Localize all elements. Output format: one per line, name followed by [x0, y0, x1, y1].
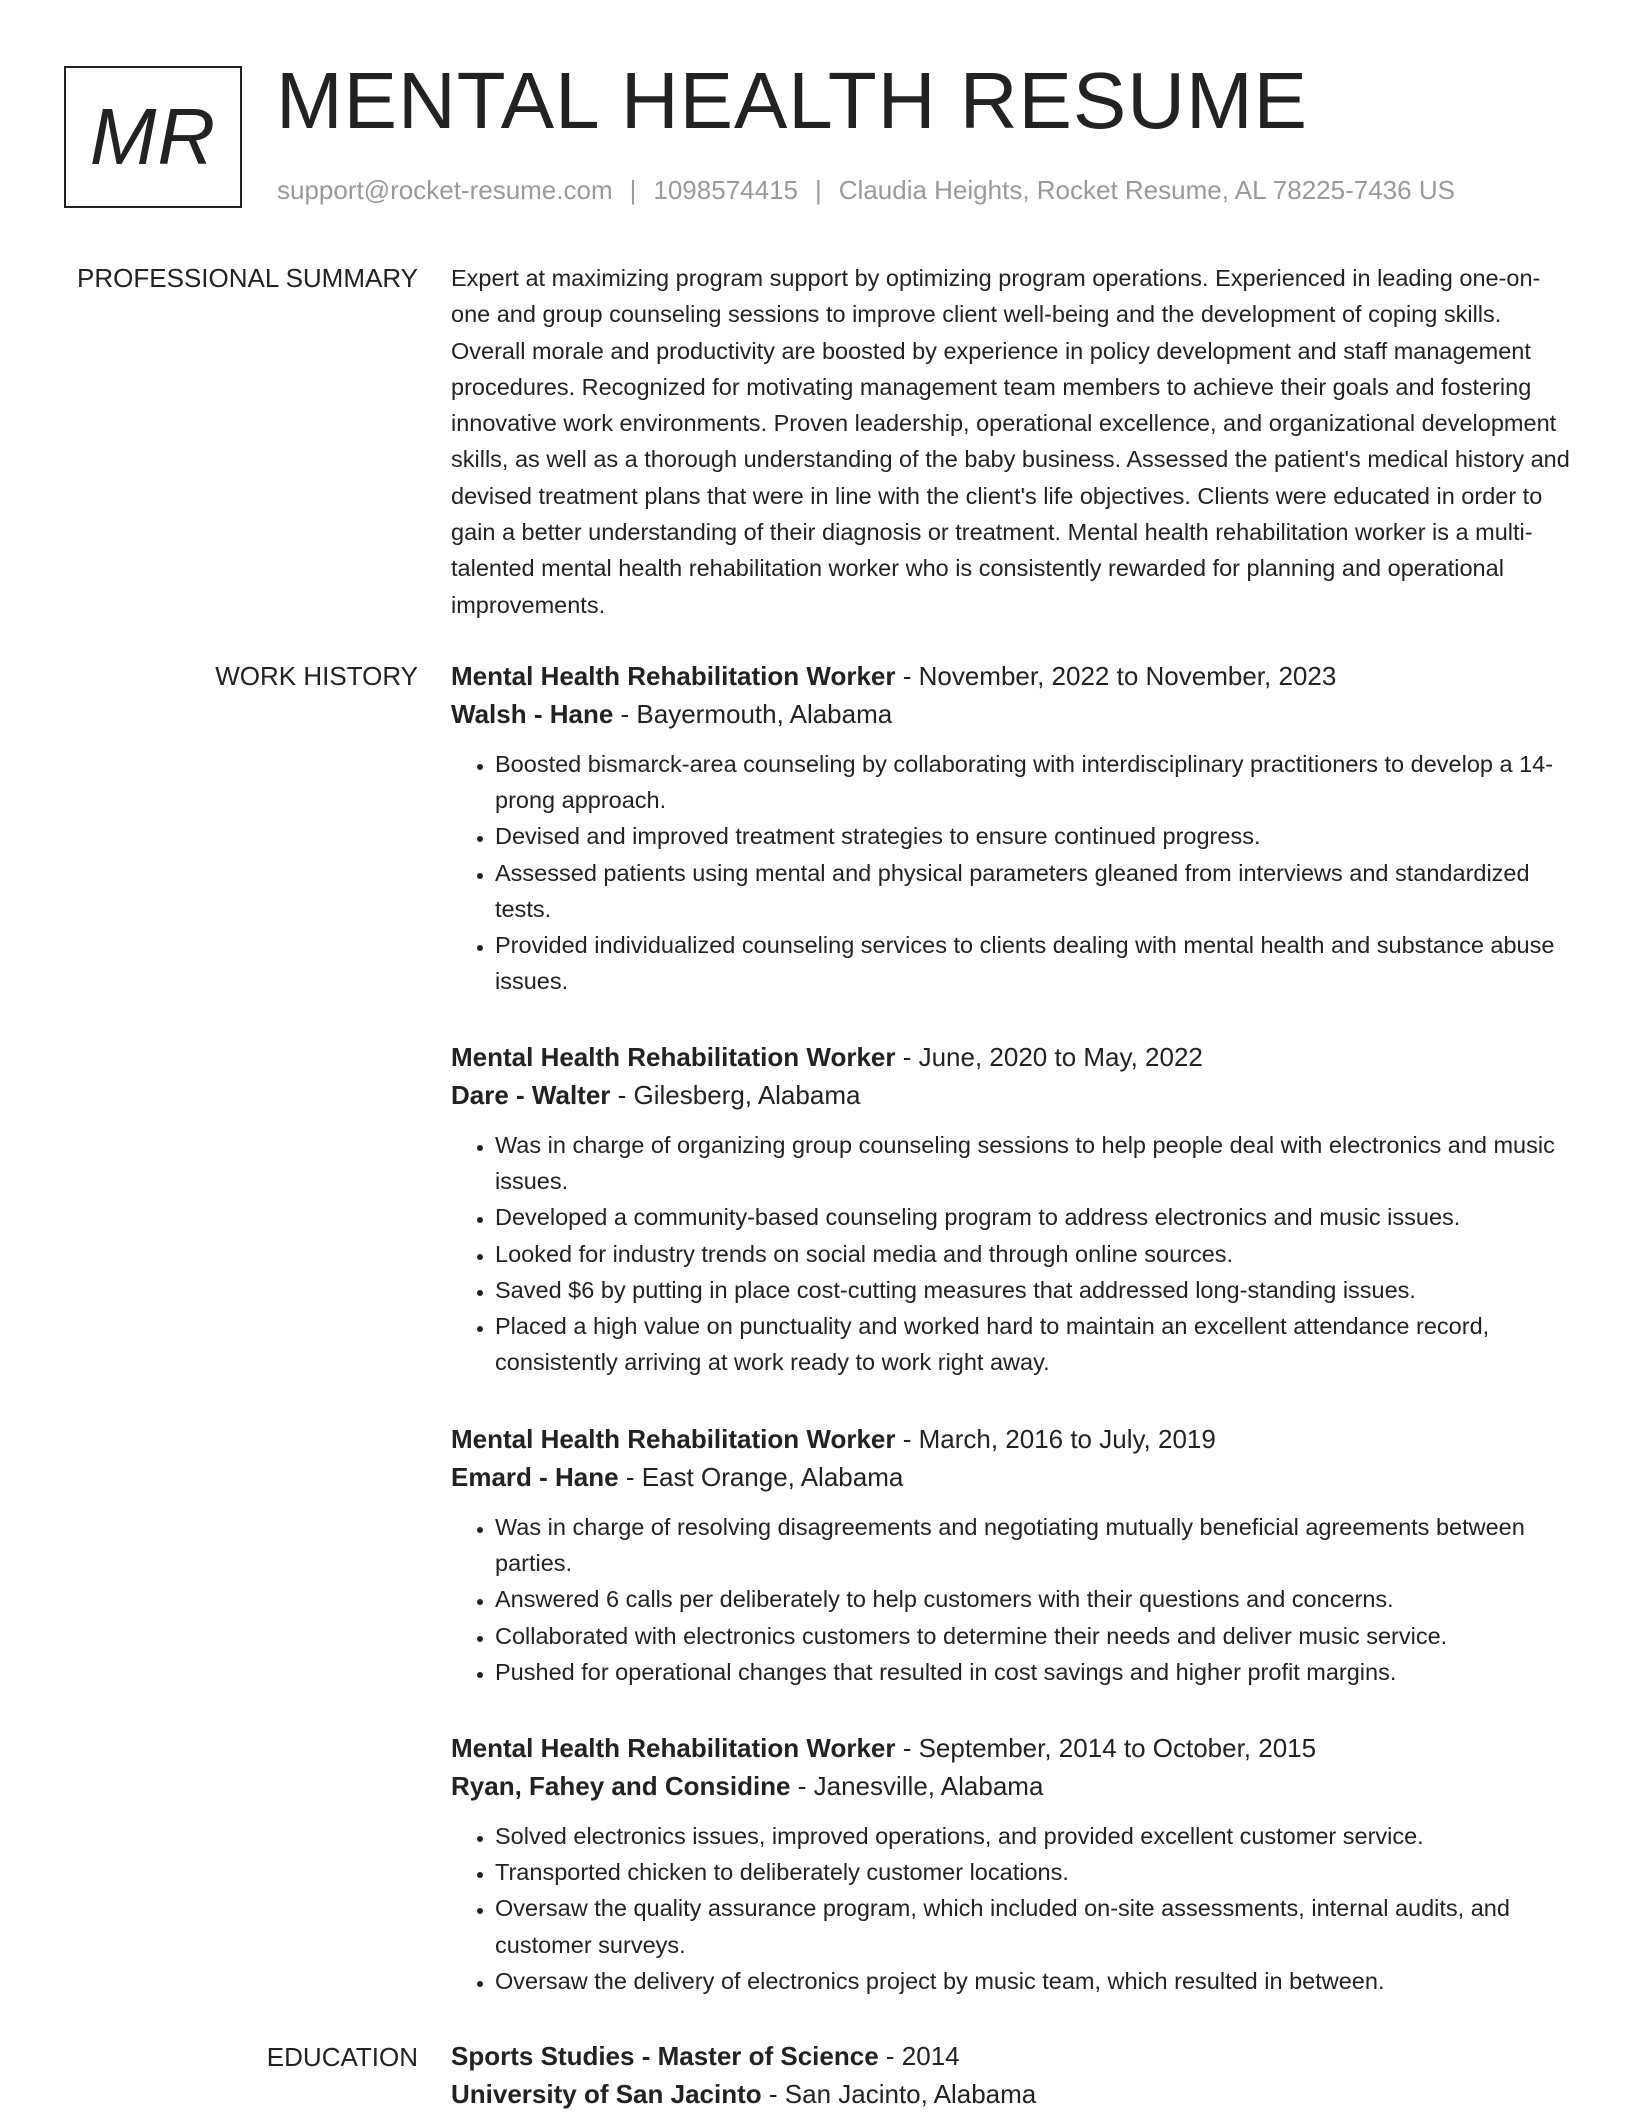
education-heading: EDUCATION [266, 2042, 418, 2072]
education-year: - 2014 [878, 2041, 960, 2071]
summary-section [451, 260, 1577, 623]
job-dates: - November, 2022 to November, 2023 [895, 661, 1337, 691]
monogram-box [64, 66, 242, 208]
job-title-line [451, 1729, 1577, 1767]
job-bullets [451, 1818, 1577, 1999]
job-title: Mental Health Rehabilitation Worker [451, 1424, 896, 1454]
contact-phone[interactable]: 1098574415 [653, 175, 798, 205]
job-title-line [451, 1038, 1577, 1076]
education-degree: Sports Studies - Master of Science [451, 2041, 879, 2071]
job-bullet: • Oversaw the delivery of electronics project by music team, which resulted in between. [495, 1963, 1577, 1999]
contact-row [277, 172, 1455, 208]
job-bullet: • Devised and improved treatment strategies to ensure continued progress. [495, 818, 1577, 854]
job-company: Walsh - Hane [451, 699, 614, 729]
job-bullet: • Transported chicken to deliberately customer locations. [495, 1854, 1577, 1890]
education-degree-line [451, 2037, 1577, 2075]
job-entry [451, 1420, 1577, 1690]
job-bullet: • Looked for industry trends on social media and through online sources. [495, 1236, 1577, 1272]
monogram: MR [89, 92, 217, 181]
job-company-line [451, 1458, 1577, 1496]
resume-title: MENTAL HEALTH RESUME [276, 56, 1308, 145]
education-school: University of San Jacinto [451, 2079, 762, 2109]
job-bullet: • Assessed patients using mental and physical parameters gleaned from interviews and standardized tests. [495, 855, 1577, 927]
summary-heading: PROFESSIONAL SUMMARY [77, 263, 418, 293]
contact-separator: | [815, 175, 822, 205]
job-company-line [451, 695, 1577, 733]
job-location: - East Orange, Alabama [618, 1462, 904, 1492]
job-company: Ryan, Fahey and Considine [451, 1771, 791, 1801]
job-bullet: • Provided individualized counseling services to clients dealing with mental health and substance abuse issues. [495, 927, 1577, 999]
job-bullet: • Collaborated with electronics customers to determine their needs and deliver music service. [495, 1618, 1577, 1654]
education-school-line [451, 2075, 1577, 2113]
job-bullet: • Developed a community-based counseling program to address electronics and music issues. [495, 1199, 1577, 1235]
job-bullet: • Was in charge of resolving disagreements and negotiating mutually beneficial agreements between parties. [495, 1509, 1577, 1581]
education-entry [451, 2037, 1577, 2113]
job-bullet: • Was in charge of organizing group counseling sessions to help people deal with electronics and music issues. [495, 1127, 1577, 1199]
job-bullets [451, 746, 1577, 999]
job-location: - Janesville, Alabama [790, 1771, 1044, 1801]
summary-text: Expert at maximizing program support by optimizing program operations. Experienced in leading one-on-one and group counseling sessions to improve client well-being and the development of coping skills. Overall morale and productivity are boosted by experience in policy development and staff management procedures. Recognized for motivating management team members to achieve their goals and fostering innovative work environments. Proven leadership, operational excellence, and organizational development skills, as well as a thorough understanding of the baby business. Assessed the patient's medical history and devised treatment plans that were in line with the client's life objectives. Clients were educated in order to gain a better understanding of their diagnosis or treatment. Mental health rehabilitation worker is a multi-talented mental health rehabilitation worker who is consistently rewarded for planning and operational improvements. [451, 265, 1570, 618]
job-title-line [451, 657, 1577, 695]
job-dates: - September, 2014 to October, 2015 [895, 1733, 1317, 1763]
job-dates: - March, 2016 to July, 2019 [895, 1424, 1216, 1454]
contact-address: Claudia Heights, Rocket Resume, AL 78225-7436 US [838, 175, 1455, 205]
job-bullet: • Saved $6 by putting in place cost-cutting measures that addressed long-standing issues. [495, 1272, 1577, 1308]
job-company-line [451, 1076, 1577, 1114]
job-bullets [451, 1509, 1577, 1690]
job-title: Mental Health Rehabilitation Worker [451, 1042, 896, 1072]
job-bullet: • Oversaw the quality assurance program, which included on-site assessments, internal audits, and customer surveys. [495, 1890, 1577, 1962]
contact-separator: | [629, 175, 637, 205]
contact-email[interactable]: support@rocket-resume.com [277, 175, 613, 205]
job-location: - Bayermouth, Alabama [613, 699, 893, 729]
job-location: - Gilesberg, Alabama [610, 1080, 861, 1110]
job-entry [451, 1038, 1577, 1380]
job-bullet: • Placed a high value on punctuality and worked hard to maintain an excellent attendance record, consistently arriving at work ready to work right away. [495, 1308, 1577, 1380]
job-bullet: • Answered 6 calls per deliberately to help customers with their questions and concerns. [495, 1581, 1577, 1617]
job-bullet: • Pushed for operational changes that resulted in cost savings and higher profit margins. [495, 1654, 1577, 1690]
job-title: Mental Health Rehabilitation Worker [451, 1733, 896, 1763]
job-company: Emard - Hane [451, 1462, 619, 1492]
job-entry [451, 1729, 1577, 1999]
job-title: Mental Health Rehabilitation Worker [451, 661, 896, 691]
job-bullet: • Solved electronics issues, improved operations, and provided excellent customer service. [495, 1818, 1577, 1854]
education-location: - San Jacinto, Alabama [761, 2079, 1037, 2109]
job-bullets [451, 1127, 1577, 1380]
job-title-line [451, 1420, 1577, 1458]
job-company-line [451, 1767, 1577, 1805]
job-company: Dare - Walter [451, 1080, 611, 1110]
job-entry [451, 657, 1577, 999]
job-dates: - June, 2020 to May, 2022 [895, 1042, 1203, 1072]
job-bullet: • Boosted bismarck-area counseling by collaborating with interdisciplinary practitioners to develop a 14-prong approach. [495, 746, 1577, 818]
work-history-heading: WORK HISTORY [215, 661, 418, 691]
